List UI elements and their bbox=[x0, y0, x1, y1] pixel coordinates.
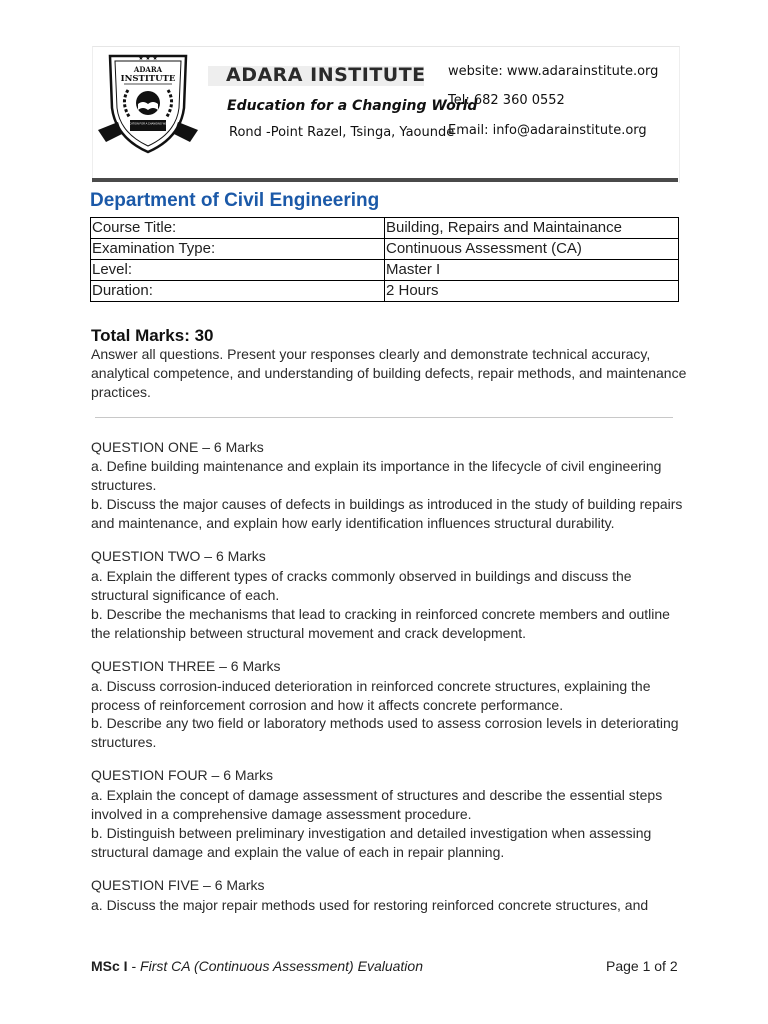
institute-name: ADARA INSTITUTE bbox=[226, 64, 426, 86]
total-marks: Total Marks: 30 bbox=[91, 326, 214, 345]
course-info-table bbox=[90, 217, 679, 302]
question-one-heading: QUESTION ONE – 6 Marks bbox=[91, 439, 264, 455]
logo-text-main: INSTITUTE bbox=[120, 74, 176, 84]
svg-text:★ ★ ★: ★ ★ ★ bbox=[138, 56, 158, 62]
question-three-heading: QUESTION THREE – 6 Marks bbox=[91, 658, 281, 674]
question-two-heading: QUESTION TWO – 6 Marks bbox=[91, 548, 266, 564]
table-label: Duration: bbox=[91, 281, 385, 302]
footer-evaluation: First CA (Continuous Assessment) Evaluation bbox=[140, 958, 423, 974]
table-label: Examination Type: bbox=[91, 239, 385, 260]
question-four-heading: QUESTION FOUR – 6 Marks bbox=[91, 767, 274, 783]
footer-course-info bbox=[91, 958, 423, 974]
institute-logo bbox=[96, 48, 200, 156]
footer-separator: - bbox=[127, 958, 141, 974]
logo-text-top: ADARA bbox=[133, 65, 163, 74]
table-row bbox=[91, 218, 679, 239]
page-number: Page 1 of 2 bbox=[606, 958, 678, 974]
contact-tel: Tel: 682 360 0552 bbox=[448, 93, 565, 108]
question-one-part-b: b. Discuss the major causes of defects in buildings as introduced in the study of building repairs and maintenance, and explain how early identification influences structural durability. bbox=[91, 496, 683, 531]
question-five-part-a: a. Discuss the major repair methods used for restoring reinforced concrete structures, and bbox=[91, 897, 649, 913]
department-title: Department of Civil Engineering bbox=[90, 190, 380, 211]
question-two-part-a: a. Explain the different types of cracks commonly observed in buildings and discuss the structural significance of each. bbox=[91, 568, 632, 603]
contact-website[interactable]: website: www.adarainstitute.org bbox=[448, 64, 659, 79]
table-row bbox=[91, 281, 679, 302]
table-value: Continuous Assessment (CA) bbox=[385, 239, 679, 260]
table-row bbox=[91, 239, 679, 260]
instructions: Answer all questions. Present your responses clearly and demonstrate technical accuracy, analytical competence, and understanding of building defects, repair methods, and maintenance practices. bbox=[91, 346, 687, 400]
institute-address: Rond -Point Razel, Tsinga, Yaounde bbox=[229, 125, 455, 140]
table-row bbox=[91, 260, 679, 281]
table-label: Level: bbox=[91, 260, 385, 281]
table-value: Master I bbox=[385, 260, 679, 281]
header-divider bbox=[92, 178, 678, 182]
table-value: 2 Hours bbox=[385, 281, 679, 302]
question-four-part-a: a. Explain the concept of damage assessment of structures and describe the essential steps involved in a comprehensive damage assessment procedure. bbox=[91, 787, 663, 822]
table-label: Course Title: bbox=[91, 218, 385, 239]
section-divider bbox=[95, 417, 673, 418]
question-two-part-b: b. Describe the mechanisms that lead to cracking in reinforced concrete members and outline the relationship between structural movement and crack development. bbox=[91, 606, 670, 641]
footer-level: MSc I bbox=[91, 958, 128, 974]
question-five-heading: QUESTION FIVE – 6 Marks bbox=[91, 877, 265, 893]
question-three-part-a: a. Discuss corrosion-induced deterioration in reinforced concrete structures, explaining the process of reinforcement corrosion and how it affects concrete performance. bbox=[91, 678, 651, 713]
question-one-part-a: a. Define building maintenance and explain its importance in the lifecycle of civil engineering structures. bbox=[91, 458, 662, 493]
logo-motto: EDUCATION FOR A CHANGING WORLD bbox=[123, 122, 173, 126]
contact-email[interactable]: Email: info@adarainstitute.org bbox=[448, 123, 647, 138]
question-three-part-b: b. Describe any two field or laboratory methods used to assess corrosion levels in deteriorating structures. bbox=[91, 715, 679, 750]
institute-tagline: Education for a Changing World bbox=[227, 98, 478, 114]
table-value: Building, Repairs and Maintainance bbox=[385, 218, 679, 239]
question-four-part-b: b. Distinguish between preliminary investigation and detailed investigation when assessing structural damage and explain the value of each in repair planning. bbox=[91, 825, 652, 860]
